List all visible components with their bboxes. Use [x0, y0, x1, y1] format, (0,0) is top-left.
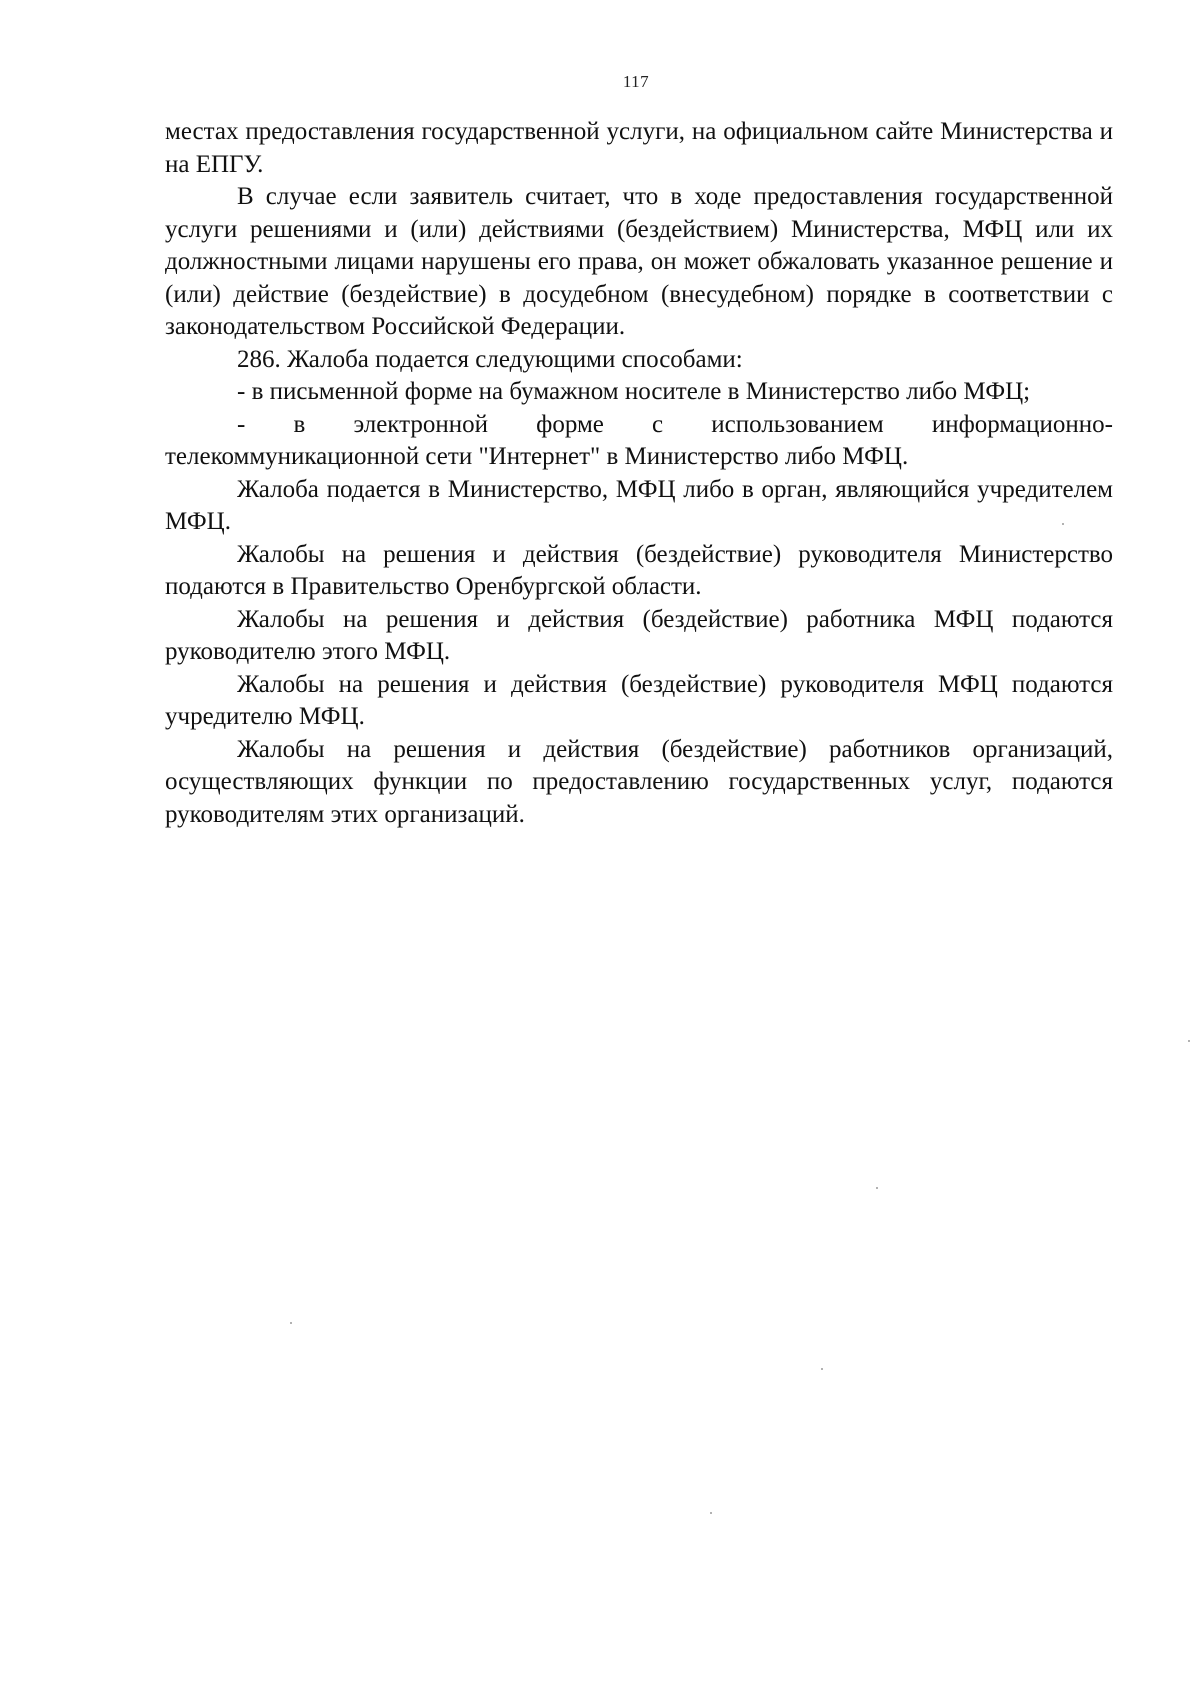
scan-speck: [290, 1322, 292, 1324]
scan-speck: [1188, 1040, 1190, 1042]
scan-speck: [710, 1512, 712, 1514]
paragraph: Жалобы на решения и действия (бездействие) руководителя МФЦ подаются учредителю МФЦ.: [165, 670, 1113, 730]
paragraph: 286. Жалоба подается следующими способами:: [237, 345, 743, 373]
list-item: - в письменной форме на бумажном носителе в Министерство либо МФЦ;: [237, 378, 1031, 405]
paragraph: В случае если заявитель считает, что в ходе предоставления государственной услуги решениями и (или) действиями (бездействием) Министерства, МФЦ или их должностными лицами нарушены его права, он может обжаловать указанное решение и (или) действие (бездействие) в досудебном (внесудебном) порядке в соответствии с законодательством Российской Федерации.: [165, 183, 1113, 340]
paragraph: Жалобы на решения и действия (бездействие) руководителя Министерство подаются в Правительство Оренбургской области.: [165, 540, 1113, 600]
scan-speck: [821, 1368, 823, 1370]
list-item: - в электронной форме с использованием информационно-телекоммуникационной сети "Интернет" в Министерство либо МФЦ.: [165, 410, 1113, 470]
paragraph: Жалоба подается в Министерство, МФЦ либо в орган, являющийся учредителем МФЦ.: [165, 475, 1113, 535]
scan-speck: [876, 1187, 878, 1189]
paragraph: местах предоставления государственной услуги, на официальном сайте Министерства и на ЕПГУ.: [165, 118, 1113, 178]
scan-speck: [1062, 523, 1064, 525]
page-number: 117: [622, 72, 650, 91]
body-text: [165, 116, 1113, 831]
paragraph: Жалобы на решения и действия (бездействие) работника МФЦ подаются руководителю этого МФЦ.: [165, 605, 1113, 665]
paragraph: Жалобы на решения и действия (бездействие) работников организаций, осуществляющих функции по предоставлению государственных услуг, подаются руководителям этих организаций.: [165, 735, 1113, 828]
